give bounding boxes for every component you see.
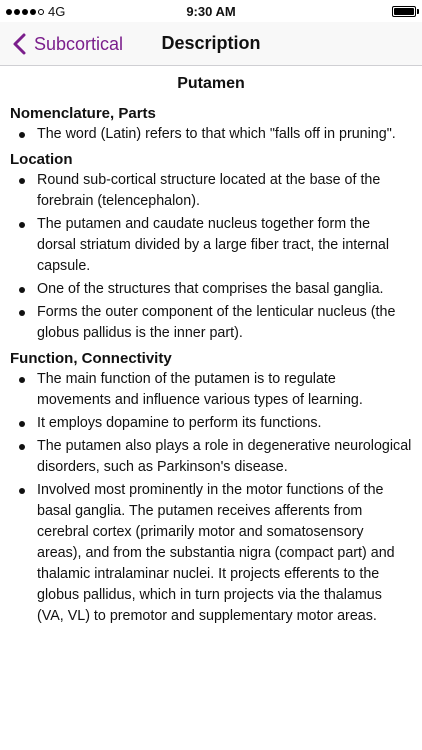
battery-tip (417, 9, 419, 14)
section (10, 151, 412, 344)
bullet-icon (19, 178, 25, 184)
list-item (10, 214, 412, 277)
section (10, 105, 412, 145)
bullet-list (10, 124, 412, 145)
battery-fill (394, 8, 414, 15)
bullet-icon (19, 222, 25, 228)
list-item-text: Round sub-cortical structure located at the base of the forebrain (telencephalon). (37, 172, 381, 209)
list-item (10, 302, 412, 344)
list-item (10, 480, 412, 627)
bullet-icon (19, 377, 25, 383)
list-item-text: One of the structures that comprises the basal ganglia. (37, 281, 384, 297)
status-time: 9:30 AM (186, 4, 236, 19)
list-item (10, 436, 412, 478)
list-item (10, 170, 412, 212)
carrier-label: 4G (48, 4, 66, 19)
list-item-text: The putamen also plays a role in degenerative neurological disorders, such as Parkinson's disease. (37, 438, 412, 475)
bullet-icon (19, 132, 25, 138)
list-item-text: The putamen and caudate nucleus together form the dorsal striatum divided by a large fiber tract, the internal capsule. (37, 216, 390, 274)
bullet-icon (19, 444, 25, 450)
list-item (10, 124, 412, 145)
bullet-list (10, 369, 412, 627)
section (10, 350, 412, 627)
bullet-icon (19, 310, 25, 316)
sections-container (10, 105, 412, 627)
battery-icon (392, 6, 416, 17)
status-bar (0, 0, 422, 22)
list-item (10, 369, 412, 411)
list-item-text: Forms the outer component of the lenticular nucleus (the globus pallidus is the inner part). (37, 304, 396, 341)
list-item-text: The main function of the putamen is to regulate movements and influence various types of learning. (37, 371, 363, 408)
bullet-list (10, 170, 412, 344)
list-item-text: Involved most prominently in the motor functions of the basal ganglia. The putamen receives afferents from cerebral cortex (primarily motor and somatosensory areas), and from the substantia nigra (compact part) and thalamic intralaminar nuclei. It projects efferents to the globus pallidus, which in turn projects via the thalamus (VA, VL) to premotor and supplementary motor areas. (37, 482, 395, 624)
nav-title: Description (161, 33, 261, 53)
section-heading: Nomenclature, Parts (10, 105, 156, 122)
list-item (10, 413, 412, 434)
page-title: Putamen (177, 75, 245, 92)
navigation-bar (0, 22, 422, 66)
bullet-icon (19, 488, 25, 494)
section-heading: Function, Connectivity (10, 350, 172, 367)
back-button-label: Subcortical (34, 33, 124, 54)
bullet-icon (19, 287, 25, 293)
description-content (0, 66, 422, 633)
list-item-text: It employs dopamine to perform its functions. (37, 415, 322, 431)
section-heading: Location (10, 151, 73, 168)
list-item-text: The word (Latin) refers to that which "falls off in pruning". (37, 126, 396, 142)
bullet-icon (19, 421, 25, 427)
list-item (10, 279, 412, 300)
